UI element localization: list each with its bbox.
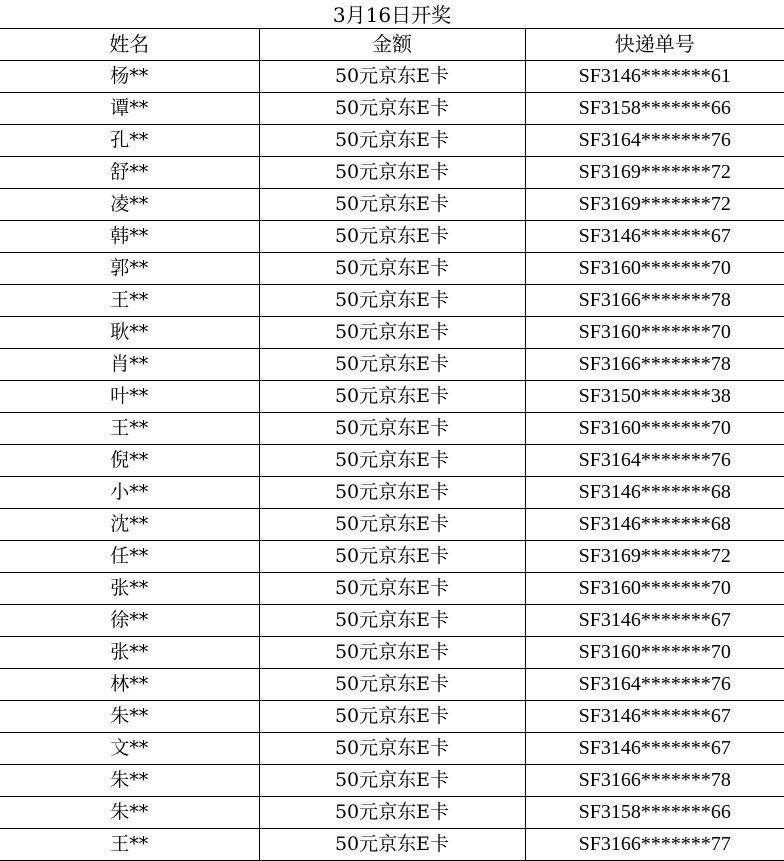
winner-name-cell: 朱** <box>0 797 259 829</box>
tracking-number-cell: SF3166*******78 <box>525 285 784 317</box>
prize-amount-cell: 50元京东E卡 <box>259 797 525 829</box>
tracking-number-cell: SF3146*******67 <box>525 733 784 765</box>
prize-amount-cell: 50元京东E卡 <box>259 125 525 157</box>
tracking-number-cell: SF3160*******70 <box>525 573 784 605</box>
winner-name-cell: 王** <box>0 413 259 445</box>
prize-amount-cell: 50元京东E卡 <box>259 733 525 765</box>
winner-name-cell: 王** <box>0 829 259 861</box>
winner-name-cell: 小** <box>0 477 259 509</box>
tracking-number-cell: SF3150*******38 <box>525 381 784 413</box>
table-row <box>0 125 784 157</box>
winners-table <box>0 28 784 861</box>
tracking-number-cell: SF3169*******72 <box>525 157 784 189</box>
prize-amount-cell: 50元京东E卡 <box>259 829 525 861</box>
column-header-name: 姓名 <box>0 29 259 61</box>
prize-amount-cell: 50元京东E卡 <box>259 765 525 797</box>
winner-name-cell: 任** <box>0 541 259 573</box>
winner-name-cell: 沈** <box>0 509 259 541</box>
tracking-number-cell: SF3160*******70 <box>525 413 784 445</box>
winner-name-cell: 文** <box>0 733 259 765</box>
tracking-number-cell: SF3146*******61 <box>525 61 784 93</box>
tracking-number-cell: SF3160*******70 <box>525 253 784 285</box>
winner-name-cell: 张** <box>0 573 259 605</box>
table-row <box>0 253 784 285</box>
tracking-number-cell: SF3146*******68 <box>525 477 784 509</box>
winner-name-cell: 郭** <box>0 253 259 285</box>
prize-amount-cell: 50元京东E卡 <box>259 445 525 477</box>
winner-name-cell: 舒** <box>0 157 259 189</box>
tracking-number-cell: SF3166*******78 <box>525 349 784 381</box>
prize-amount-cell: 50元京东E卡 <box>259 477 525 509</box>
prize-amount-cell: 50元京东E卡 <box>259 669 525 701</box>
tracking-number-cell: SF3164*******76 <box>525 125 784 157</box>
table-row <box>0 797 784 829</box>
tracking-number-cell: SF3164*******76 <box>525 445 784 477</box>
winner-name-cell: 凌** <box>0 189 259 221</box>
table-row <box>0 701 784 733</box>
winner-name-cell: 杨** <box>0 61 259 93</box>
prize-amount-cell: 50元京东E卡 <box>259 349 525 381</box>
table-row <box>0 317 784 349</box>
table-row <box>0 669 784 701</box>
table-row <box>0 61 784 93</box>
winner-name-cell: 朱** <box>0 701 259 733</box>
tracking-number-cell: SF3166*******77 <box>525 829 784 861</box>
table-header-row <box>0 29 784 61</box>
winner-name-cell: 倪** <box>0 445 259 477</box>
tracking-number-cell: SF3164*******76 <box>525 669 784 701</box>
prize-amount-cell: 50元京东E卡 <box>259 541 525 573</box>
prize-amount-cell: 50元京东E卡 <box>259 157 525 189</box>
column-header-tracking: 快递单号 <box>525 29 784 61</box>
prize-amount-cell: 50元京东E卡 <box>259 573 525 605</box>
winner-name-cell: 耿** <box>0 317 259 349</box>
prize-amount-cell: 50元京东E卡 <box>259 605 525 637</box>
table-row <box>0 285 784 317</box>
winner-name-cell: 叶** <box>0 381 259 413</box>
prize-amount-cell: 50元京东E卡 <box>259 189 525 221</box>
table-row <box>0 541 784 573</box>
prize-amount-cell: 50元京东E卡 <box>259 61 525 93</box>
tracking-number-cell: SF3169*******72 <box>525 189 784 221</box>
winner-name-cell: 肖** <box>0 349 259 381</box>
table-row <box>0 765 784 797</box>
tracking-number-cell: SF3160*******70 <box>525 637 784 669</box>
tracking-number-cell: SF3160*******70 <box>525 317 784 349</box>
table-row <box>0 829 784 861</box>
prize-amount-cell: 50元京东E卡 <box>259 93 525 125</box>
winner-name-cell: 韩** <box>0 221 259 253</box>
sheet-title: 3月16日开奖 <box>332 3 452 27</box>
tracking-number-cell: SF3146*******68 <box>525 509 784 541</box>
tracking-number-cell: SF3158*******66 <box>525 93 784 125</box>
prize-amount-cell: 50元京东E卡 <box>259 317 525 349</box>
table-row <box>0 733 784 765</box>
table-row <box>0 381 784 413</box>
table-row <box>0 349 784 381</box>
prize-amount-cell: 50元京东E卡 <box>259 413 525 445</box>
winner-name-cell: 王** <box>0 285 259 317</box>
winner-name-cell: 徐** <box>0 605 259 637</box>
tracking-number-cell: SF3146*******67 <box>525 605 784 637</box>
table-row <box>0 445 784 477</box>
table-row <box>0 573 784 605</box>
table-row <box>0 221 784 253</box>
tracking-number-cell: SF3158*******66 <box>525 797 784 829</box>
winner-name-cell: 孔** <box>0 125 259 157</box>
prize-amount-cell: 50元京东E卡 <box>259 701 525 733</box>
table-row <box>0 605 784 637</box>
table-body <box>0 61 784 861</box>
tracking-number-cell: SF3169*******72 <box>525 541 784 573</box>
table-row <box>0 157 784 189</box>
winner-name-cell: 朱** <box>0 765 259 797</box>
prize-amount-cell: 50元京东E卡 <box>259 221 525 253</box>
tracking-number-cell: SF3146*******67 <box>525 701 784 733</box>
prize-amount-cell: 50元京东E卡 <box>259 637 525 669</box>
prize-amount-cell: 50元京东E卡 <box>259 253 525 285</box>
winner-name-cell: 谭** <box>0 93 259 125</box>
table-row <box>0 413 784 445</box>
table-row <box>0 477 784 509</box>
prize-amount-cell: 50元京东E卡 <box>259 381 525 413</box>
column-header-amount: 金额 <box>259 29 525 61</box>
table-row <box>0 93 784 125</box>
table-row <box>0 509 784 541</box>
table-row <box>0 637 784 669</box>
prize-amount-cell: 50元京东E卡 <box>259 285 525 317</box>
table-row <box>0 189 784 221</box>
tracking-number-cell: SF3146*******67 <box>525 221 784 253</box>
prize-amount-cell: 50元京东E卡 <box>259 509 525 541</box>
winner-name-cell: 张** <box>0 637 259 669</box>
tracking-number-cell: SF3166*******78 <box>525 765 784 797</box>
winner-name-cell: 林** <box>0 669 259 701</box>
